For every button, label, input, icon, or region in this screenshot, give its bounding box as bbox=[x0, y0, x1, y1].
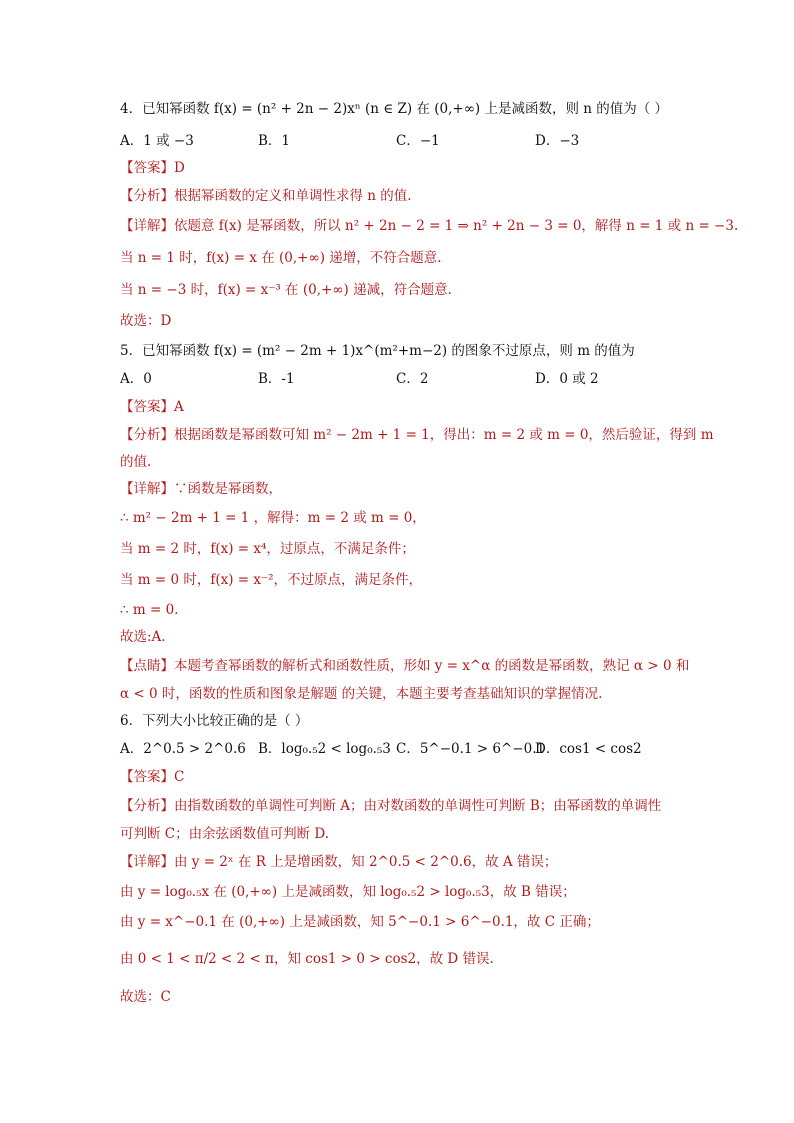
q5-detail-line: 当 m = 0 时，f(x) = x⁻²，不过原点，满足条件， bbox=[120, 572, 423, 588]
q4-answer: 【答案】D bbox=[120, 160, 185, 176]
q4-detail-line: 故选：D bbox=[120, 313, 172, 329]
q5-analysis-line: 的值. bbox=[120, 454, 152, 470]
q5-option-b: B．-1 bbox=[258, 371, 295, 387]
q4-detail-line: 当 n = 1 时，f(x) = x 在 (0,+∞) 递增，不符合题意. bbox=[120, 250, 442, 266]
q5-detail-line: 当 m = 2 时，f(x) = x⁴，过原点，不满足条件； bbox=[120, 541, 415, 557]
q6-analysis-line: 可判断 C；由余弦函数值可判断 D. bbox=[120, 826, 330, 842]
q6-stem: 6．下列大小比较正确的是（ ） bbox=[120, 713, 309, 729]
q4-option-c: C．−1 bbox=[396, 133, 440, 149]
q4-option-d: D．−3 bbox=[535, 133, 580, 149]
q6-analysis-line: 【分析】由指数函数的单调性可判断 A；由对数函数的单调性可判断 B；由幂函数的单调性 bbox=[120, 798, 662, 814]
q5-detail-line: 故选:A. bbox=[120, 629, 166, 645]
q4-detail-line: 当 n = −3 时，f(x) = x⁻³ 在 (0,+∞) 递减，符合题意. bbox=[120, 282, 452, 298]
q4-detail-line: 【详解】依题意 f(x) 是幂函数，所以 n² + 2n − 2 = 1 ⇒ n² + 2n − 3 = 0，解得 n = 1 或 n = −3. bbox=[120, 218, 739, 234]
q6-detail-line: 由 y = x^−0.1 在 (0,+∞) 上是减函数，知 5^−0.1 > 6^−0.1，故 C 正确； bbox=[120, 914, 600, 930]
q5-option-d: D．0 或 2 bbox=[535, 371, 599, 387]
q4-option-b: B．1 bbox=[258, 133, 291, 149]
q5-comment-line: α < 0 时，函数的性质和图象是解题 的关键，本题主要考查基础知识的掌握情况. bbox=[120, 686, 603, 702]
q4-option-a: A．1 或 −3 bbox=[120, 133, 194, 149]
q5-answer: 【答案】A bbox=[120, 399, 184, 415]
q5-option-c: C．2 bbox=[396, 371, 429, 387]
q6-option-d: D．cos1 < cos2 bbox=[535, 741, 642, 757]
q5-option-a: A．0 bbox=[120, 371, 152, 387]
q5-comment-line: 【点睛】本题考查幂函数的解析式和函数性质，形如 y = x^α 的函数是幂函数，熟记 α > 0 和 bbox=[120, 658, 690, 674]
q6-detail-line: 由 y = log₀.₅x 在 (0,+∞) 上是减函数，知 log₀.₅2 > log₀.₅3，故 B 错误； bbox=[120, 884, 576, 900]
q4-analysis: 【分析】根据幂函数的定义和单调性求得 n 的值. bbox=[120, 188, 412, 204]
q5-analysis-line: 【分析】根据函数是幂函数可知 m² − 2m + 1 = 1，得出：m = 2 或 m = 0，然后验证，得到 m bbox=[120, 427, 714, 443]
q6-option-b: B．log₀.₅2 < log₀.₅3 bbox=[258, 741, 391, 757]
q6-answer: 【答案】C bbox=[120, 769, 185, 785]
q6-detail-line: 【详解】由 y = 2ˣ 在 R 上是增函数，知 2^0.5 < 2^0.6，故 A 错误； bbox=[120, 854, 558, 870]
q4-stem: 4．已知幂函数 f(x) = (n² + 2n − 2)xⁿ (n ∈ Z) 在 (0,+∞) 上是减函数，则 n 的值为（ ） bbox=[120, 101, 669, 117]
q6-option-c: C．5^−0.1 > 6^−0.1 bbox=[396, 741, 546, 757]
q6-detail-line: 故选：C bbox=[120, 989, 171, 1005]
q6-option-a: A．2^0.5 > 2^0.6 bbox=[120, 741, 246, 757]
q5-detail-line: 【详解】∵函数是幂函数， bbox=[120, 481, 282, 497]
q5-detail-line: ∴ m = 0. bbox=[120, 602, 179, 618]
q5-stem: 5．已知幂函数 f(x) = (m² − 2m + 1)x^(m²+m−2) 的图象不过原点，则 m 的值为 bbox=[120, 343, 635, 359]
q5-detail-line: ∴ m² − 2m + 1 = 1 ，解得：m = 2 或 m = 0， bbox=[120, 510, 426, 526]
q6-detail-line: 由 0 < 1 < π/2 < 2 < π，知 cos1 > 0 > cos2，故 D 错误. bbox=[120, 951, 494, 967]
